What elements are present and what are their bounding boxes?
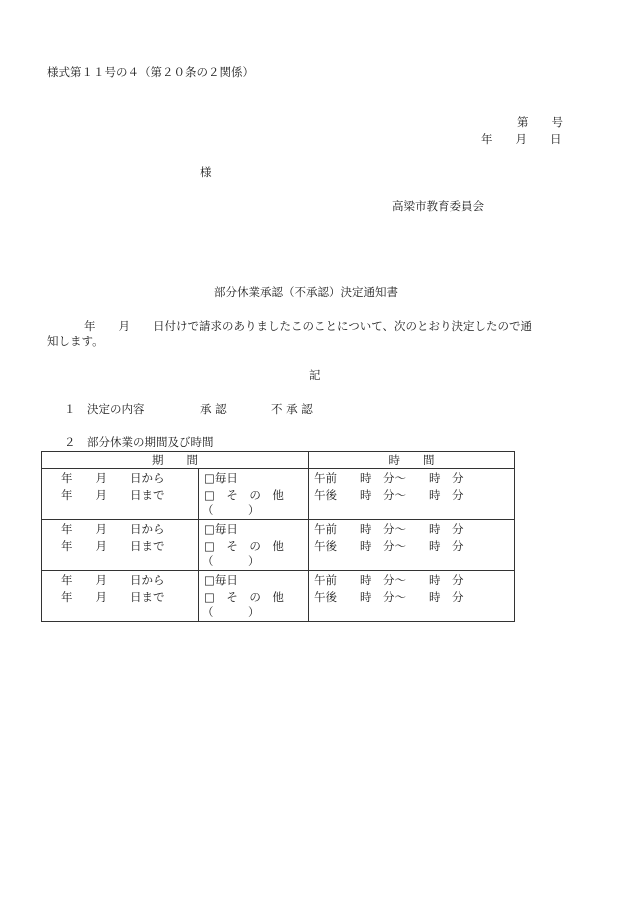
other-detail: （ ） (202, 554, 260, 568)
from-date: 年 月 日から (61, 471, 165, 485)
to-date: 年 月 日まで (61, 539, 165, 553)
daily-checkbox[interactable]: □毎日 (204, 573, 238, 587)
section-2-label: ２ 部分休業の期間及び時間 (64, 435, 214, 449)
body-text-line-2: 知します。 (47, 334, 104, 348)
table-row (42, 571, 515, 622)
from-date: 年 月 日から (61, 573, 165, 587)
other-checkbox[interactable]: □ そ の 他 (204, 488, 284, 502)
table-row (42, 469, 515, 520)
body-text-line-1: 年 月 日付けで請求のありましたこのことについて、次のとおり決定したので通 (84, 319, 533, 333)
other-detail: （ ） (202, 503, 260, 517)
approve-option: 承 認 (200, 402, 227, 416)
daily-checkbox[interactable]: □毎日 (204, 471, 238, 485)
to-date: 年 月 日まで (61, 488, 165, 502)
pm-time: 午後 時 分～ 時 分 (314, 488, 464, 502)
document-number: 第 号 (517, 115, 563, 129)
other-checkbox[interactable]: □ そ の 他 (204, 539, 284, 553)
table-header-row (42, 452, 515, 469)
am-time: 午前 時 分～ 時 分 (314, 471, 464, 485)
frequency-cell (199, 571, 309, 622)
time-cell (309, 469, 515, 520)
disapprove-option: 不 承 認 (271, 402, 313, 416)
section-1-label: １ 決定の内容 (64, 402, 145, 416)
time-cell (309, 520, 515, 571)
period-header: 期 間 (42, 452, 309, 469)
period-date-cell (42, 520, 199, 571)
period-date-cell (42, 469, 199, 520)
to-date: 年 月 日まで (61, 590, 165, 604)
pm-time: 午後 時 分～ 時 分 (314, 539, 464, 553)
period-time-table (41, 451, 515, 622)
daily-checkbox[interactable]: □毎日 (204, 522, 238, 536)
table-row (42, 520, 515, 571)
time-header: 時 間 (309, 452, 515, 469)
time-cell (309, 571, 515, 622)
frequency-cell (199, 520, 309, 571)
form-number: 様式第１１号の４（第２０条の２関係） (47, 65, 254, 79)
am-time: 午前 時 分～ 時 分 (314, 573, 464, 587)
addressee-suffix: 様 (200, 165, 212, 179)
other-checkbox[interactable]: □ そ の 他 (204, 590, 284, 604)
other-detail: （ ） (202, 605, 260, 619)
am-time: 午前 時 分～ 時 分 (314, 522, 464, 536)
from-date: 年 月 日から (61, 522, 165, 536)
frequency-cell (199, 469, 309, 520)
document-title: 部分休業承認（不承認）決定通知書 (214, 285, 398, 299)
pm-time: 午後 時 分～ 時 分 (314, 590, 464, 604)
period-date-cell (42, 571, 199, 622)
document-date: 年 月 日 (481, 132, 562, 146)
issuer: 高梁市教育委員会 (392, 199, 484, 213)
ki-heading: 記 (309, 368, 321, 382)
